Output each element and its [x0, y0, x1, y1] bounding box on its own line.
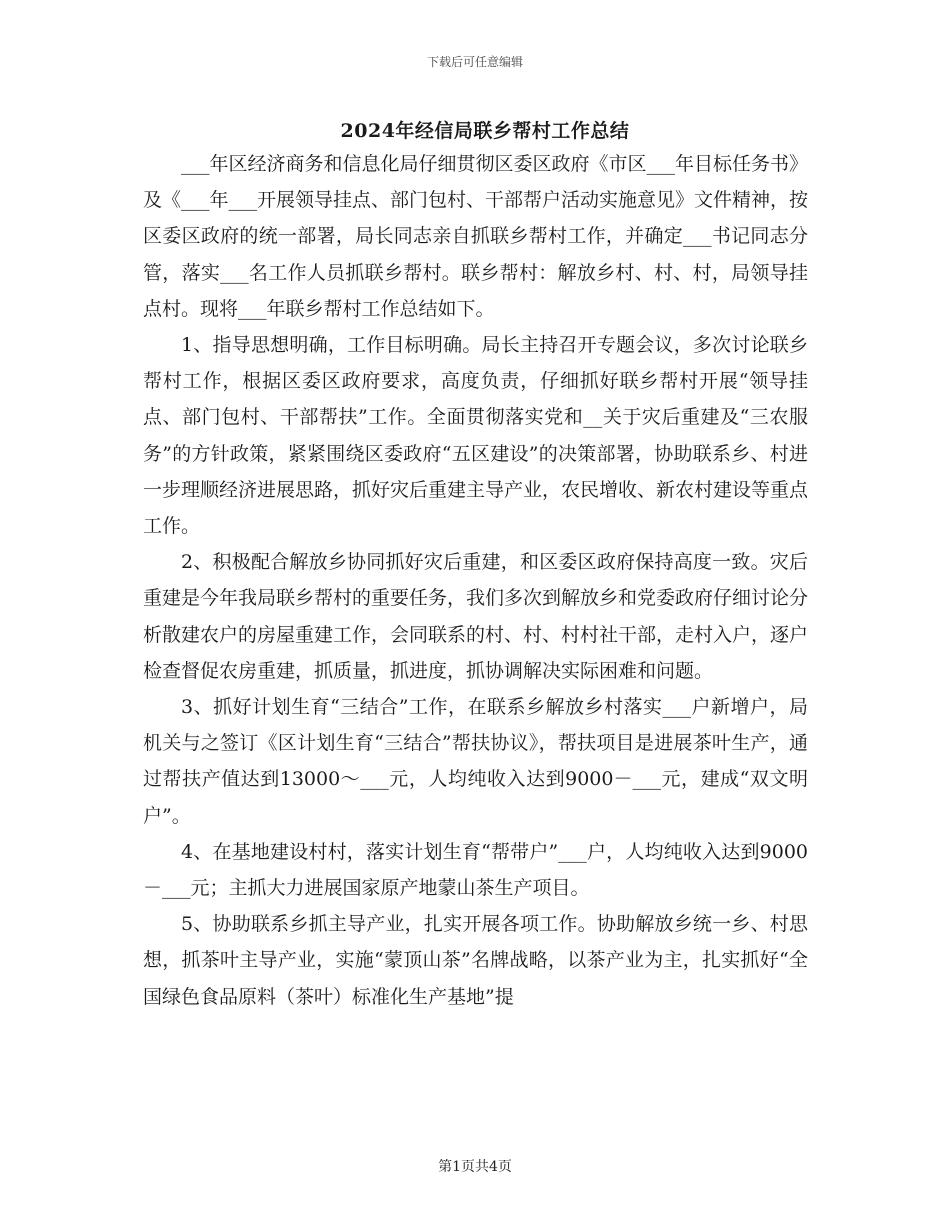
header-note: 下载后可任意编辑	[426, 55, 523, 69]
paragraph-4: 4、在基地建设村村，落实计划生育“帮带户”___户，人均纯收入达到9000－___元；主抓大力进展国家原产地蒙山茶生产项目。	[143, 840, 808, 900]
paragraph-5: 5、协助联系乡抓主导产业，扎实开展各项工作。协助解放乡统一乡、村思想，抓茶叶主导产业，实施“蒙顶山茶”名牌战略，以茶产业为主，扎实抓好“全国绿色食品原料（茶叶）标准化生产基地”提	[143, 913, 808, 1008]
page-footer: 第1页共4页	[438, 1159, 512, 1175]
document-body	[143, 146, 808, 1015]
paragraph-3: 3、抓好计划生育“三结合”工作，在联系乡解放乡村落实___户新增户，局机关与之签订《区计划生育“三结合”帮扶协议》，帮扶项目是进展茶叶生产，通过帮扶产值达到13000～___元，人均纯收入达到9000－___元，建成“双文明户”。	[143, 696, 808, 827]
paragraph-2: 2、积极配合解放乡协同抓好灾后重建，和区委区政府保持高度一致。灾后重建是今年我局联乡帮村的重要任务，我们多次到解放乡和党委政府仔细讨论分析散建农户的房屋重建工作，会同联系的村、村、村村社干部，走村入户，逐户检查督促农房重建，抓质量，抓进度，抓协调解决实际困难和问题。	[143, 551, 809, 682]
document-title: 2024年经信局联乡帮村工作总结	[340, 120, 630, 142]
paragraph-1: 1、指导思想明确，工作目标明确。局长主持召开专题会议，多次讨论联乡帮村工作，根据区委区政府要求，高度负责，仔细抓好联乡帮村开展“领导挂点、部门包村、干部帮扶”工作。全面贯彻落实党和__关于灾后重建及“三农服务”的方针政策，紧紧围绕区委政府“五区建设”的决策部署，协助联系乡、村进一步理顺经济进展思路，抓好灾后重建主导产业，农民增收、新农村建设等重点工作。	[143, 334, 809, 538]
paragraph-intro: ___年区经济商务和信息化局仔细贯彻区委区政府《市区___年目标任务书》及《___年___开展领导挂点、部门包村、干部帮户活动实施意见》文件精神，按区委区政府的统一部署，局长同志亲自抓联乡帮村工作，并确定___书记同志分管，落实___名工作人员抓联乡帮村。联乡帮村：解放乡村、村、村，局领导挂点村。现将___年联乡帮村工作总结如下。	[143, 153, 809, 320]
